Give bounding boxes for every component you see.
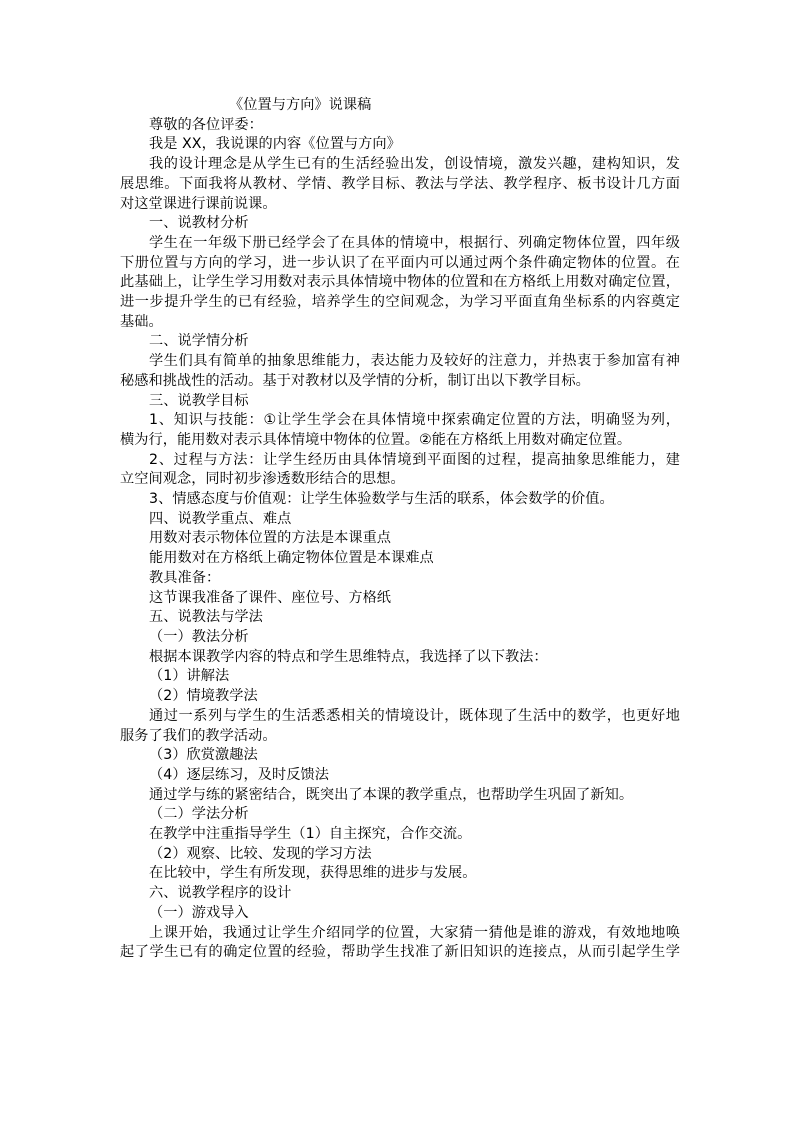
text-line: 对这堂课进行课前说课。 [120,195,277,212]
text-line: 学生在一年级下册已经学会了在具体的情境中，根据行、列确定物体位置，四年级 [149,234,680,251]
text-line: 横为行，能用数对表示具体情境中物体的位置。②能在方格纸上用数对确定位置。 [120,431,632,448]
text-line: 此基础上，让学生学习用数对表示具体情境中物体的位置和在方格纸上用数对确定位置， [120,274,680,291]
subsection-heading: （二）学法分析 [149,806,249,823]
subsection-heading: （一）游戏导入 [149,904,249,921]
text-line: 通过学与练的紧密结合，既突出了本课的教学重点，也帮助学生巩固了新知。 [149,786,634,803]
text-line: 学生们具有简单的抽象思维能力，表达能力及较好的注意力，并热衷于参加富有神 [149,353,680,370]
section-heading: 四、说教学重点、难点 [149,510,292,527]
text-line: 进一步提升学生的已有经验，培养学生的空间观念，为学习平面直角坐标系的内容奠定 [120,294,680,311]
text-line: 我是 XX，我说课的内容《位置与方向》 [149,136,401,153]
text-line: 通过一系列与学生的生活悉悉相关的情境设计，既体现了生活中的数学，也更好地 [149,707,680,724]
section-heading: 一、说教材分析 [149,215,249,232]
list-item: （2）情境教学法 [149,688,258,705]
document-page [120,96,680,963]
text-line: 根据本课教学内容的特点和学生思维特点，我选择了以下教法： [149,648,548,665]
text-line: 在比较中，学生有所发现，获得思维的进步与发展。 [149,865,477,882]
text-line: 这节课我准备了课件、座位号、方格纸 [149,589,392,606]
text-line: 2、过程与方法：让学生经历由具体情境到平面图的过程，提高抽象思维能力，建 [149,451,680,468]
text-line: 能用数对在方格纸上确定物体位置是本课难点 [149,550,434,567]
text-line: 3、情感态度与价值观：让学生体验数学与生活的联系，体会数学的价值。 [149,491,614,508]
list-item: （4）逐层练习，及时反馈法 [149,766,329,783]
text-line: 展思维。下面我将从教材、学情、教学目标、教法与学法、教学程序、板书设计几方面 [120,175,680,192]
list-item: （2）观察、比较、发现的学习方法 [149,845,372,862]
text-line: 立空间观念，同时初步渗透数形结合的思想。 [120,471,405,488]
section-heading: 六、说教学程序的设计 [149,885,292,902]
text-line: 我的设计理念是从学生已有的生活经验出发，创设情境，激发兴趣，建构知识，发 [149,156,680,173]
text-line: 起了学生已有的确定位置的经验，帮助学生找准了新旧知识的连接点，从而引起学生学 [120,944,680,961]
section-heading: 五、说教法与学法 [149,609,263,626]
text-line: 上课开始，我通过让学生介绍同学的位置，大家猜一猜他是谁的游戏，有效地地唤 [149,924,680,941]
document-title: 《位置与方向》说课稿 [229,97,372,113]
text-line: 在教学中注重指导学生（1）自主探究，合作交流。 [149,826,472,843]
salutation: 尊敬的各位评委： [149,116,263,133]
section-heading: 二、说学情分析 [149,333,249,350]
text-line: 用数对表示物体位置的方法是本课重点 [149,530,392,547]
text-line: 教具准备： [149,569,221,586]
text-line: 下册位置与方向的学习，进一步认识了在平面内可以通过两个条件确定物体的位置。在 [120,254,680,271]
list-item: （1）讲解法 [149,668,230,685]
list-item: （3）欣赏激趣法 [149,747,258,764]
text-line: 1、知识与技能：①让学生学会在具体情境中探索确定位置的方法，明确竖为列， [149,412,680,429]
text-line: 秘感和挑战性的活动。基于对教材以及学情的分析，制订出以下教学目标。 [120,372,590,389]
text-line: 服务了我们的教学活动。 [120,727,277,744]
text-line: 基础。 [120,313,163,330]
section-heading: 三、说教学目标 [149,392,249,409]
subsection-heading: （一）教法分析 [149,628,249,645]
